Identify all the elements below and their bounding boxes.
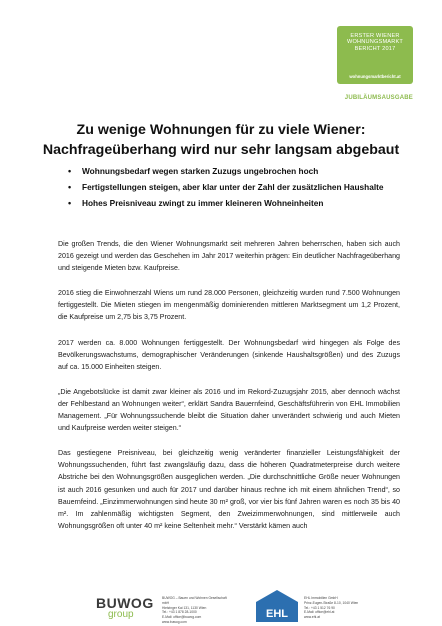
key-points-list [70,163,400,211]
badge-line: ERSTER WIENER [350,33,400,39]
title-line-1: Zu wenige Wohnungen für zu viele Wiener: [76,122,366,138]
paragraph: „Die Angebotslücke ist damit zwar kleiner als 2016 und im Rekord-Zuzugsjahr 2015, aber dennoch wächst der Fehlbestand an Wohnungen weiter“, erklärt Sandra Bauernfeind, Geschäftsführerin von EHL Immobilien Management. „Für Wohnungssuchende bleibt die Situation daher unverändert schwierig und auch Mieten und Kaufpreise werden weiter steigen.“ [58,387,400,433]
key-point: • Hohes Preisniveau zwingt zu immer kleineren Wohneinheiten [70,195,400,211]
buwog-logo: BUWOG group [96,595,154,620]
paragraph: Die großen Trends, die den Wiener Wohnungsmarkt seit mehreren Jahren beherrschen, haben sich auch 2016 gezeigt und werden das Geschehen im Jahr 2017 weiterhin prägen: Ein deutlicher Nachfrageüberhang und steigende Mieten bzw. Kaufpreise. [58,240,400,273]
paragraph: 2016 stieg die Einwohnerzahl Wiens um rund 28.000 Personen, gleichzeitig wurden rund 7.500 Wohnungen fertiggestellt. Die Mieten stiegen im mengenmäßig dominierenden mittleren Marktsegment um 1,2 Prozent, die Kaufpreise um 2,75 bis 3,75 Prozent. [58,289,400,322]
buwog-contact: BUWOG – Bauen und Wohnen Gesellschaft mbH Hietzinger Kai 131, 1130 Wien Tel.: +43 1 878 28-1000 E-Mail: office@buwog.com www.buwog.com [162,596,227,624]
ehl-contact: EHL Immobilien GmbH Prinz-Eugen-Straße 8-10, 1040 Wien Tel.: +43 1 512 76 90 E-Mail: office@ehl.at www.ehl.at [304,596,359,620]
article-body [58,238,400,545]
ehl-logo-icon [256,590,298,622]
badge-line: BERICHT 2017 [354,45,396,52]
bullet-icon: • [68,198,72,208]
badge-url: wohnungsmarktbericht.at [349,74,401,79]
paragraph: 2017 werden ca. 8.000 Wohnungen fertiggestellt. Der Wohnungsbedarf wird hingegen als Folge des Bevölkerungswachstums, demographischer Veränderungen (sinkende Haushaltsgrößen) und des Zuzugs auf ca. 15.000 Einheiten steigen. [58,338,400,371]
key-point: • Fertigstellungen steigen, aber klar unter der Zahl der zusätzlichen Haushalte [70,179,400,195]
press-release-title [40,120,402,160]
title-line-2: Nachfrageüberhang wird nur sehr langsam abgebaut [42,142,400,158]
footer [0,588,442,626]
bullet-icon: • [68,166,72,176]
edition-label: JUBILÄUMSAUSGABE [344,95,413,101]
ehl-logo-text: EHL [266,608,288,620]
badge-line: WOHNUNGSMARKT [346,39,404,46]
report-badge [337,26,413,84]
paragraph: Das gestiegene Preisniveau, bei gleichzeitig wenig veränderter finanzieller Leistungsfähigkeit der Wohnungssuchenden, führt fast zwangsläufig dazu, dass die höheren Quadratmeterpreise durch weitere Abstriche bei den Wohnungsgrößen ausgeglichen werden. „Die durchschnittliche Größe neuer Wohnungen ist auch 2016 gesunken und auch für 2017 und darüber hinaus rechne ich mit einem ähnlichen Trend“, so Bauernfeind. „Einzimmerwohnungen sind heute 30 m² groß, vor vier bis fünf Jahren waren es noch 35 bis 40 m². Im zahlenmäßig wichtigsten Segment, den Zweizimmerwohnungen, sind mittlerweile auch Wohnungsgrößen oft unter 40 m² keine Seltenheit mehr.“ Verstärkt kämen auch [58,449,400,530]
bullet-icon: • [68,182,72,192]
key-point: • Wohnungsbedarf wegen starken Zuzugs ungebrochen hoch [70,163,400,179]
